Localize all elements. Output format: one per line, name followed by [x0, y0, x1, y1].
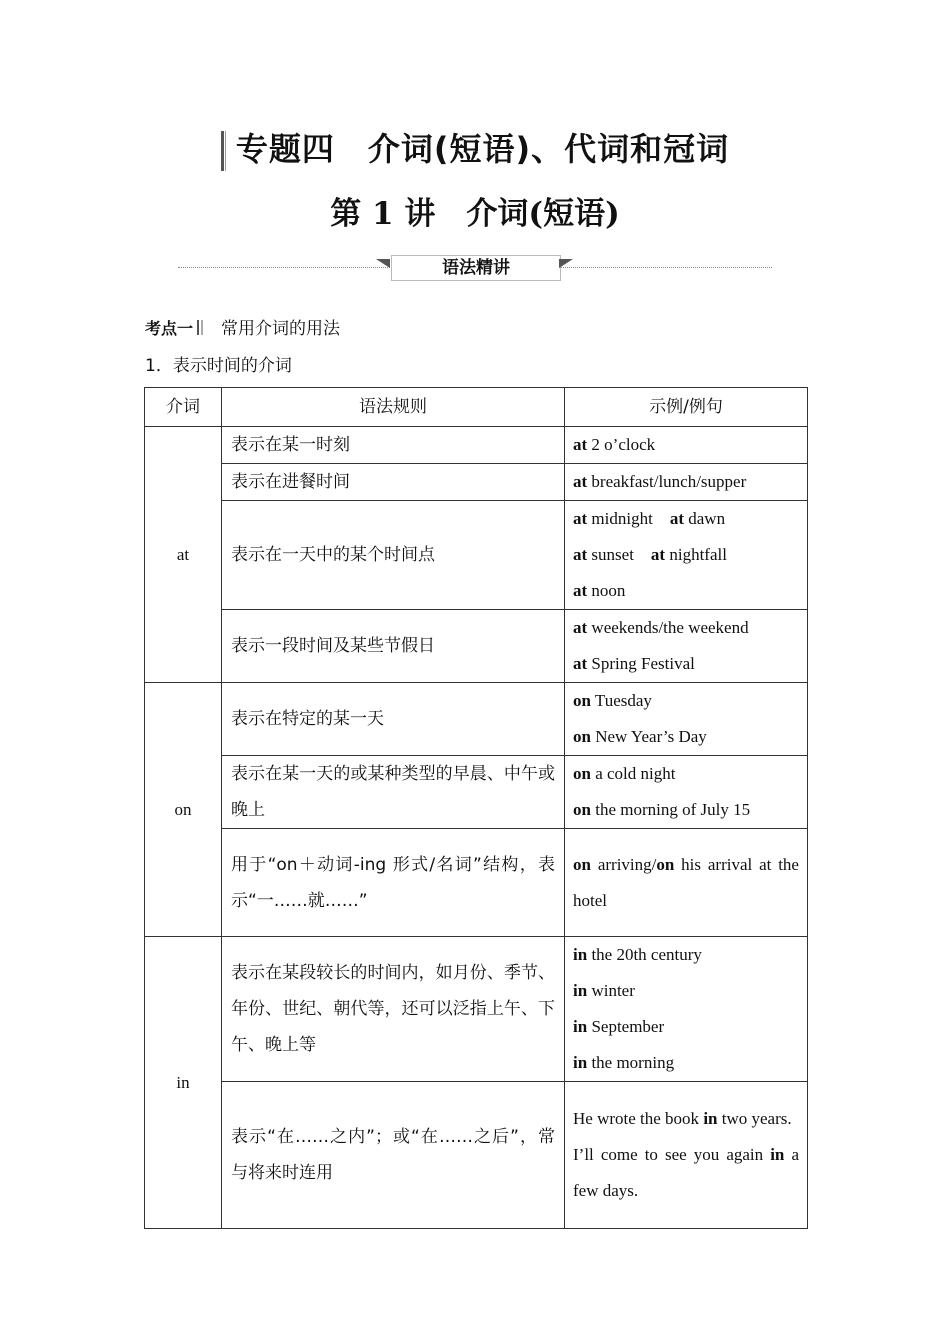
example-line [573, 847, 799, 919]
banner-left-arrow-icon [376, 259, 390, 268]
example-text: 2 o’clock [587, 435, 656, 454]
table-header-cell: 介词 [145, 388, 222, 427]
keyword: on [573, 691, 591, 710]
keyword: at [573, 545, 588, 564]
keyword: at [573, 654, 588, 673]
example-cell [565, 829, 808, 937]
keyword: in [573, 945, 588, 964]
example-text: I’ll come to see you again [573, 1145, 771, 1164]
example-text: He wrote the book [573, 1109, 704, 1128]
example-text: sunset [587, 545, 651, 564]
keyword: on [573, 854, 591, 874]
example-cell [565, 683, 808, 756]
keyword: in [573, 1017, 588, 1036]
table-row [145, 610, 808, 683]
keyword: in [573, 1053, 588, 1072]
example-line [573, 1101, 799, 1137]
example-line [573, 756, 799, 792]
example-line [573, 427, 799, 463]
example-text: the 20th century [587, 945, 702, 964]
keyword: in [703, 1109, 718, 1128]
rule-cell: 表示在特定的某一天 [222, 683, 565, 756]
table-header-cell: 示例/例句 [565, 388, 808, 427]
example-text: noon [587, 581, 626, 600]
example-text: two years. [717, 1109, 792, 1128]
example-line [573, 719, 799, 755]
example-line [573, 537, 799, 573]
rule-cell: 表示在某一天的或某种类型的早晨、中午或晚上 [222, 756, 565, 829]
example-line [573, 501, 799, 537]
table-header-cell: 语法规则 [222, 388, 565, 427]
banner-right-arrow-icon [559, 259, 573, 268]
preposition-cell: in [145, 937, 222, 1229]
table-row [145, 464, 808, 501]
point-heading [145, 314, 340, 339]
example-text: midnight [587, 509, 670, 528]
example-text: arriving/ [590, 854, 657, 874]
rule-cell: 表示“在……之内”；或“在……之后”，常与将来时连用 [222, 1082, 565, 1229]
example-text: Spring Festival [587, 654, 695, 673]
keyword: on [573, 764, 591, 783]
preposition-cell: on [145, 683, 222, 937]
table-row [145, 1082, 808, 1229]
example-line [573, 610, 799, 646]
example-line [573, 1137, 799, 1209]
rule-cell: 表示在进餐时间 [222, 464, 565, 501]
example-text: breakfast/lunch/supper [587, 472, 747, 491]
keyword: in [770, 1145, 785, 1164]
rule-cell: 表示一段时间及某些节假日 [222, 610, 565, 683]
example-text: New Year’s Day [590, 727, 707, 746]
example-text: the morning of July 15 [590, 800, 751, 819]
example-text: his arrival at the hotel [573, 854, 799, 910]
keyword: at [573, 472, 588, 491]
example-text: September [587, 1017, 665, 1036]
preposition-table [144, 387, 808, 1229]
table-row [145, 937, 808, 1082]
rule-cell: 用于“on＋动词-ing 形式/名词”结构，表示“一……就……” [222, 829, 565, 937]
keyword: at [669, 509, 684, 528]
point-marker-icon [197, 320, 203, 335]
example-text: a few days. [573, 1145, 799, 1200]
section-banner-label: 语法精讲 [391, 255, 561, 281]
topic-title-text: 专题四 介词(短语)、代词和冠词 [235, 130, 730, 168]
example-line [573, 937, 799, 973]
lecture-title: 第 1 讲 介词(短语) [330, 196, 620, 232]
example-cell [565, 464, 808, 501]
example-cell [565, 937, 808, 1082]
keyword: on [656, 854, 675, 874]
keyword: at [573, 509, 588, 528]
point-title: 常用介词的用法 [221, 319, 341, 339]
table-row [145, 756, 808, 829]
example-line [573, 973, 799, 1009]
example-line [573, 573, 799, 609]
keyword: on [573, 800, 591, 819]
table-header-row [145, 388, 808, 427]
example-text: weekends/the weekend [587, 618, 749, 637]
section-banner [178, 255, 772, 281]
rule-cell: 表示在某一时刻 [222, 427, 565, 464]
subsection-heading: 1．表示时间的介词 [145, 356, 292, 376]
example-line [573, 646, 799, 682]
table-row [145, 829, 808, 937]
rule-cell: 表示在一天中的某个时间点 [222, 501, 565, 610]
keyword: on [573, 727, 591, 746]
keyword: at [573, 618, 588, 637]
example-cell [565, 501, 808, 610]
example-text: Tuesday [590, 691, 652, 710]
keyword: at [573, 581, 588, 600]
example-cell [565, 756, 808, 829]
table-body [145, 427, 808, 1229]
table-row [145, 683, 808, 756]
preposition-cell: at [145, 427, 222, 683]
example-text: the morning [587, 1053, 675, 1072]
keyword: in [573, 981, 588, 1000]
example-text: nightfall [665, 545, 727, 564]
example-cell [565, 1082, 808, 1229]
example-line [573, 1009, 799, 1045]
example-line [573, 683, 799, 719]
example-line [573, 464, 799, 500]
example-text: dawn [684, 509, 726, 528]
keyword: at [573, 435, 588, 454]
title-bar-decoration [221, 131, 226, 171]
point-label: 考点一 [145, 319, 194, 338]
example-text: winter [587, 981, 635, 1000]
example-line [573, 1045, 799, 1081]
example-cell [565, 610, 808, 683]
example-line [573, 792, 799, 828]
example-cell [565, 427, 808, 464]
rule-cell: 表示在某段较长的时间内，如月份、季节、年份、世纪、朝代等，还可以泛指上午、下午、晚上等 [222, 937, 565, 1082]
topic-title [0, 124, 950, 171]
keyword: at [650, 545, 666, 564]
example-text: a cold night [590, 764, 676, 783]
table-row [145, 427, 808, 464]
table-row [145, 501, 808, 610]
